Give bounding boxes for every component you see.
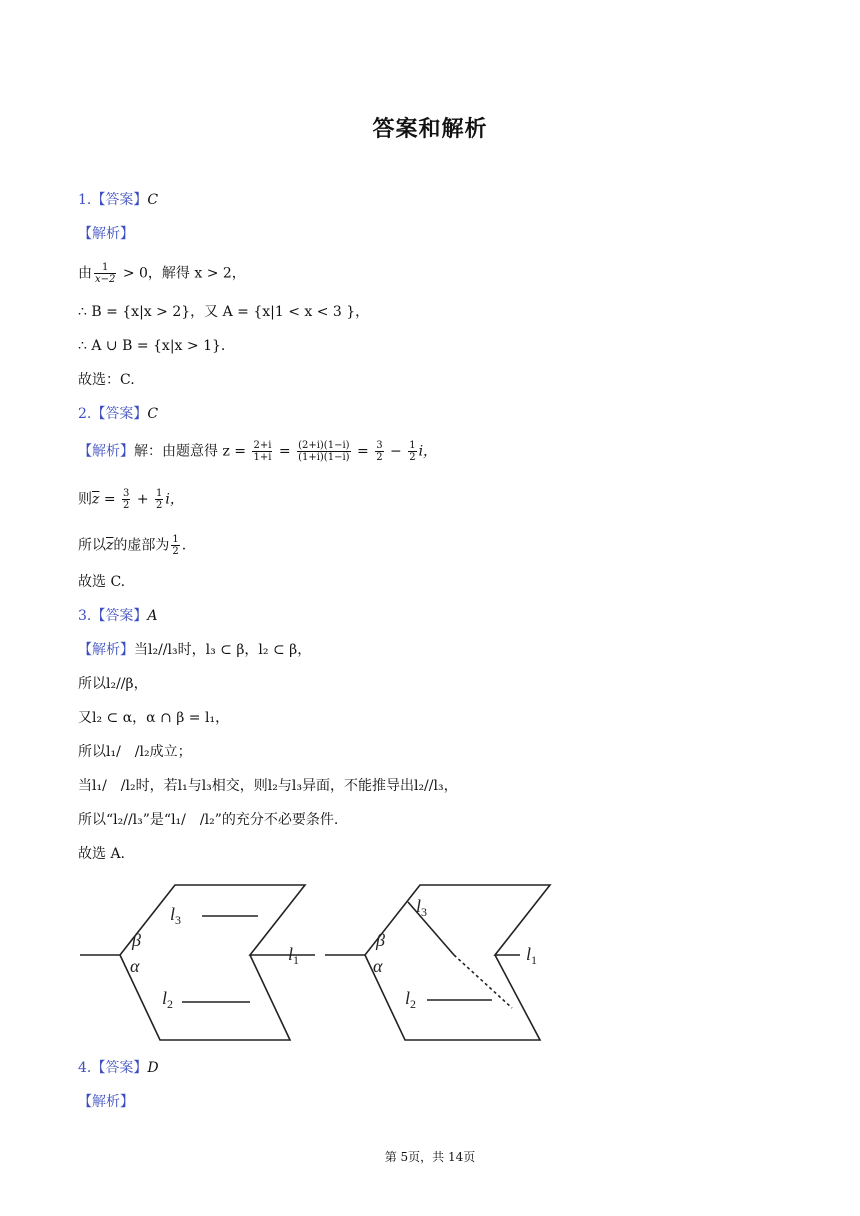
fraction: $\frac{2+i}{1+i}$ bbox=[253, 440, 272, 463]
q4-analysis-label: 【解析】 bbox=[78, 1094, 134, 1110]
q3-line-6: 所以“l₂//l₃”是“l₁/ /l₂”的充分不必要条件. bbox=[78, 812, 339, 828]
q4-answer bbox=[78, 1058, 159, 1078]
line-l3 bbox=[408, 902, 454, 955]
analysis-label: 【解析】 bbox=[78, 443, 134, 460]
label-l3: $l_3$ bbox=[170, 904, 182, 927]
plane-beta-outline bbox=[80, 885, 315, 955]
fraction: $\frac{(2+i)(1-i)}{(1+i)(1-i)}$ bbox=[298, 440, 350, 463]
z-conjugate: $\overline{z}$ bbox=[92, 491, 100, 508]
label-beta: β bbox=[376, 930, 385, 950]
q1-line-2: ∴ B = {x|x > 2}，又 A = {x|1 < x < 3 }， bbox=[78, 304, 370, 320]
page-footer: 第 5页，共 14页 bbox=[384, 1150, 476, 1164]
fraction: $\frac{3}{2}$ bbox=[123, 488, 130, 511]
q1-line-4: 故选：C. bbox=[78, 372, 135, 388]
plane-beta-outline bbox=[325, 885, 550, 955]
analysis-label: 【解析】 bbox=[78, 642, 134, 658]
answer-value: D bbox=[147, 1060, 159, 1076]
z-conjugate: $\overline{z}$ bbox=[106, 537, 114, 554]
q2-answer bbox=[78, 404, 158, 424]
planes-figure bbox=[80, 880, 560, 1045]
fraction: $\frac{1}{2}$ bbox=[156, 488, 163, 511]
answer-value: A bbox=[147, 608, 158, 624]
q3-line-7: 故选 A. bbox=[78, 846, 126, 862]
fraction: $\frac{3}{2}$ bbox=[376, 440, 383, 463]
label-beta: β bbox=[132, 930, 141, 950]
label-alpha: α bbox=[130, 956, 140, 976]
answer-label: 3.【答案】 bbox=[78, 608, 148, 624]
q3-line-5: 当l₁/ /l₂时，若l₁与l₃相交，则l₂与l₃异面，不能推导出l₂//l₃， bbox=[78, 778, 458, 794]
q2-line-3: 所以$\overline{z}$的虚部为 $\frac{1}{2}$ . bbox=[78, 534, 187, 557]
label-l1: $l_1$ bbox=[288, 944, 300, 967]
label-l3: $l_3$ bbox=[416, 896, 428, 919]
q3-line-3: 又l₂ ⊂ α，α ∩ β = l₁， bbox=[78, 710, 230, 726]
q3-answer bbox=[78, 606, 157, 626]
label-alpha: α bbox=[373, 956, 383, 976]
text: > 0，解得 x > 2， bbox=[118, 265, 246, 282]
q1-line-3: ∴ A ∪ B = {x|x > 1}. bbox=[78, 338, 226, 354]
q3-line-2: 所以l₂//β， bbox=[78, 676, 148, 692]
diagram-right bbox=[325, 885, 550, 1040]
fraction: $\frac{1}{x-2}$ bbox=[95, 262, 116, 285]
plane-alpha-outline bbox=[120, 955, 290, 1040]
q3-line-1: 【解析】当l₂//l₃时，l₃ ⊂ β，l₂ ⊂ β， bbox=[78, 642, 312, 658]
text: 由 bbox=[78, 265, 92, 282]
q2-line-2: 则$\overline{z}$ = $\frac{3}{2}$ + $\frac{1}{2}$ i， bbox=[78, 488, 184, 511]
answer-label: 1.【答案】 bbox=[78, 192, 148, 208]
answer-value: C bbox=[147, 192, 159, 208]
q1-line-1 bbox=[78, 262, 246, 285]
page-title: 答案和解析 bbox=[372, 117, 488, 142]
fraction: $\frac{1}{2}$ bbox=[172, 534, 179, 557]
diagram-left bbox=[80, 885, 315, 1040]
q1-answer bbox=[78, 190, 158, 210]
q2-line-1: 【解析】解：由题意得 z = $\frac{2+i}{1+i}$ = $\frac{(2+i)(1-i)}{(1+i)(1-i)}$ = $\frac{3}{2}$ − $\frac{1}{2}$ i， bbox=[78, 440, 438, 463]
q3-line-4: 所以l₁/ /l₂成立； bbox=[78, 744, 192, 760]
fraction: $\frac{1}{2}$ bbox=[409, 440, 416, 463]
label-l1: $l_1$ bbox=[526, 944, 538, 967]
q2-line-4: 故选 C. bbox=[78, 574, 126, 590]
q1-analysis-label: 【解析】 bbox=[78, 226, 134, 242]
answer-value: C bbox=[147, 406, 159, 422]
answer-label: 4.【答案】 bbox=[78, 1060, 148, 1076]
label-l2: $l_2$ bbox=[405, 988, 417, 1011]
label-l2: $l_2$ bbox=[162, 988, 174, 1011]
plane-alpha-outline bbox=[365, 955, 540, 1040]
answer-label: 2.【答案】 bbox=[78, 406, 148, 422]
